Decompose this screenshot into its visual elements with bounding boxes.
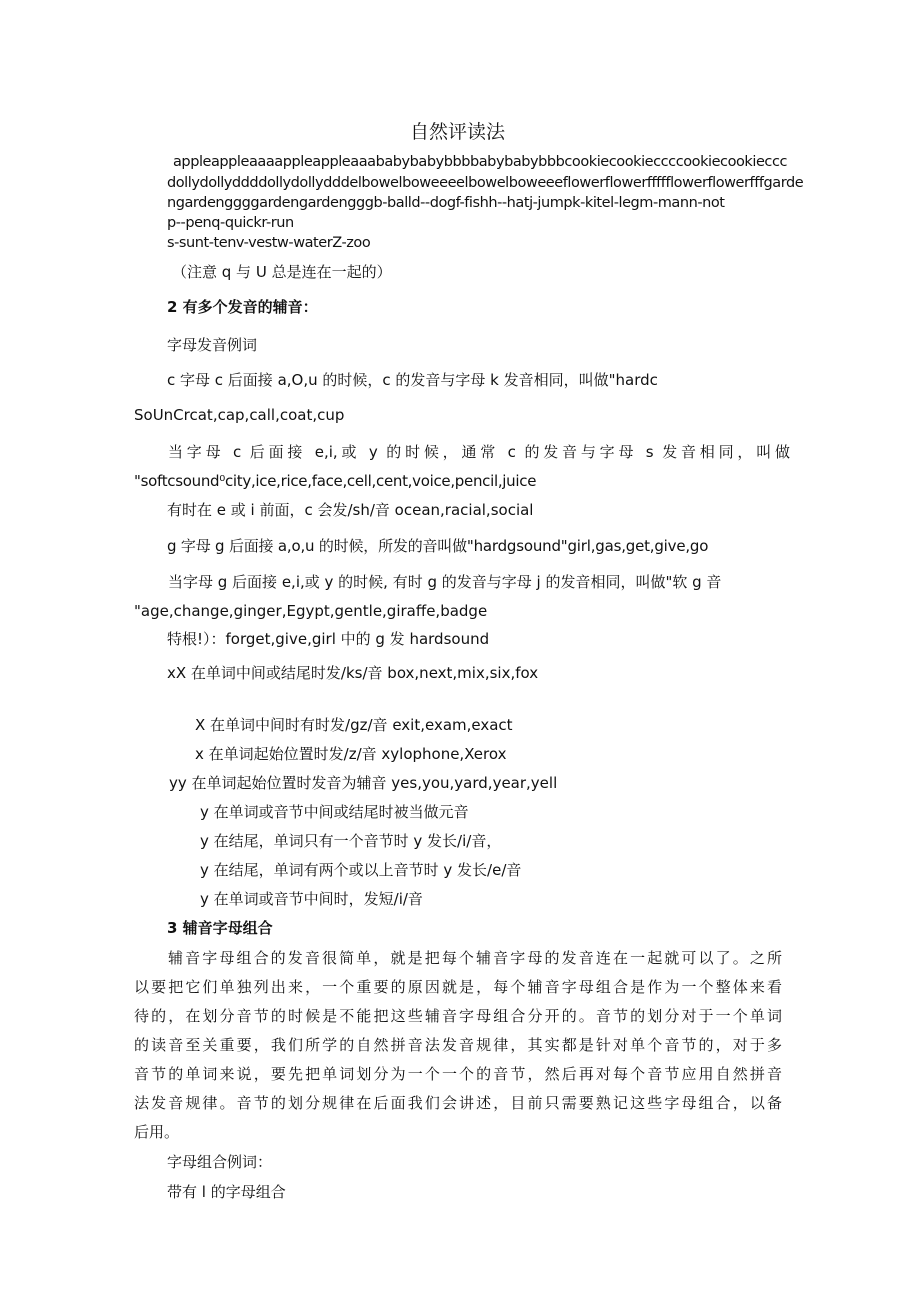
rule-x-gz: X 在单词中间时有时发/gz/音 exit,exam,exact: [195, 716, 513, 734]
paragraph-line: 辅音字母组合的发音很简单，就是把每个辅音字母的发音连在一起就可以了。之所: [168, 949, 782, 967]
page-title: 自然评读法: [410, 121, 506, 143]
rule-g-soft: 当字母 g 后面接 e,i,或 y 的时候, 有时 g 的发音与字母 j 的发音相同，叫做"软 g 音: [168, 573, 722, 591]
section-heading-3: 3 辅音字母组合: [167, 919, 273, 937]
intro-line: ngardenggggardengardengggb-balld--dogf-fishh--hatj-jumpk-kitel-legm-mann-not: [167, 195, 725, 211]
note-qu: （注意 q 与 U 总是连在一起的）: [172, 263, 392, 281]
rule-y-consonant: yy 在单词起始位置时发音为辅音 yes,you,yard,year,yell: [169, 774, 558, 792]
rule-g-hard: g 字母 g 后面接 a,o,u 的时候，所发的音叫做"hardgsound"girl,gas,get,give,go: [167, 537, 709, 555]
rule-g-special: 特根!）：forget,give,girl 中的 g 发 hardsound: [167, 630, 490, 648]
paragraph-line: 后用。: [134, 1123, 180, 1141]
combo-l-heading: 带有 l 的字母组合: [167, 1183, 286, 1201]
rule-c-hard: c 字母 c 后面接 a,O,u 的时候，c 的发音与字母 k 发音相同，叫做"hardc: [167, 371, 658, 389]
rule-c-soft-examples: "softcsound⁰city,ice,rice,face,cell,cent,voice,pencil,juice: [134, 472, 537, 490]
rule-y-long-e: y 在结尾，单词有两个或以上音节时 y 发长/e/音: [200, 861, 522, 879]
rule-y-long-i: y 在结尾，单词只有一个音节时 y 发长/i/音，: [200, 832, 502, 850]
rule-y-vowel: y 在单词或音节中间或结尾时被当做元音: [200, 803, 469, 821]
rule-x-z: x 在单词起始位置时发/z/音 xylophone,Xerox: [195, 745, 507, 763]
section-heading-2: 2 有多个发音的辅音：: [167, 298, 318, 316]
rule-g-soft-examples: "age,change,ginger,Egypt,gentle,giraffe,badge: [134, 602, 488, 620]
rule-y-short-i: y 在单词或音节中间时，发短/i/音: [200, 890, 423, 908]
paragraph-line: 待的，在划分音节的时候是不能把这些辅音字母组合分开的。音节的划分对于一个单词: [134, 1007, 782, 1025]
paragraph-line: 法发音规律。音节的划分规律在后面我们会讲述，目前只需要熟记这些字母组合，以备: [134, 1094, 782, 1112]
paragraph-line: 的读音至关重要，我们所学的自然拼音法发音规律，其实都是针对单个音节的，对于多: [134, 1036, 782, 1054]
rule-c-sh: 有时在 e 或 i 前面，c 会发/sh/音 ocean,racial,social: [167, 501, 534, 519]
combo-header: 字母组合例词：: [167, 1153, 273, 1171]
rule-x-ks: xX 在单词中间或结尾时发/ks/音 box,next,mix,six,fox: [167, 664, 539, 682]
intro-line: s-sunt-tenv-vestw-waterZ-zoo: [167, 235, 371, 251]
column-header: 字母发音例词: [167, 336, 258, 354]
rule-c-hard-examples: SoUnCrcat,cap,call,coat,cup: [134, 406, 345, 424]
intro-line: dollydollyddddollydollydddelbowelboweeeelbowelboweeeflowerflowerffffflowerflowerfffgarde: [167, 175, 804, 191]
paragraph-line: 音节的单词来说，要先把单词划分为一个一个的音节，然后再对每个音节应用自然拼音: [134, 1065, 782, 1083]
rule-c-soft: 当字母 c 后面接 e,i,或 y 的时候，通常 c 的发音与字母 s 发音相同，叫做: [168, 443, 790, 461]
paragraph-line: 以要把它们单独列出来，一个重要的原因就是，每个辅音字母组合是作为一个整体来看: [134, 978, 782, 996]
intro-line: p--penq-quickr-run: [167, 215, 294, 231]
intro-line: appleappleaaaappleappleaaababybabybbbbabybabybbbcookiecookieccccookiecookieccc: [173, 154, 787, 170]
